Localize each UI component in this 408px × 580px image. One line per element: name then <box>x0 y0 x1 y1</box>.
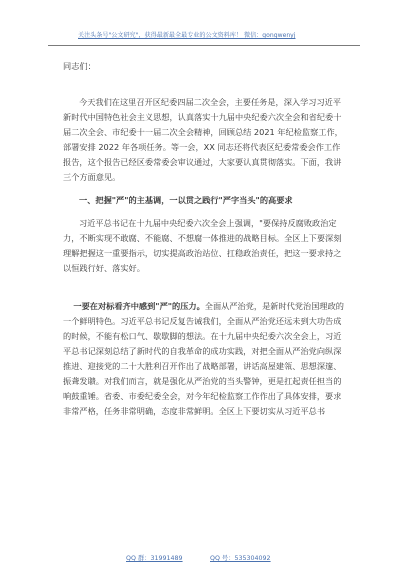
qq-group-link[interactable]: QQ 群：31991489 <box>126 555 183 562</box>
page-footer <box>48 555 360 565</box>
paragraph-pressure <box>63 284 346 434</box>
page-header <box>48 22 360 46</box>
paragraph-directive: 习近平总书记在十九届中央纪委六次全会上强调，"要保持反腐败政治定力，不断实现不敢腐、不能腐、不想腐一体推进的战略目标。全区上下要深刻理解把握这一重要指示，切实提高政治站位、扛稳政治责任，把这一要求持之以恒践行好、落实好。 <box>63 218 342 273</box>
document-body <box>63 59 346 434</box>
salutation: 同志们： <box>63 61 96 71</box>
section-heading: 一、把握"严"的主基调，一以贯之践行"严字当头"的高要求 <box>79 195 293 205</box>
header-link-text[interactable]: 关注头条号"公文研究"，获得最新最全最专业的公文资料库！ 微信：gongwenyj <box>78 32 296 39</box>
qq-number-link[interactable]: QQ 号：535304092 <box>210 555 271 562</box>
paragraph-body-text: 全面从严治党，是新时代党治国理政的一个鲜明特色。习近平总书记反复告诫我们，全面从严治党还远未到大功告成的时候，不能有松口气、歇歇脚的想法。在十九届中央纪委六次全会上，习近平总书记深刻总结了新时代的自我革命的成功实践，对把全面从严治党向纵深推进、迎接党的二十大胜利召开作出了战略部署，讲话高屋建瓴、思想深邃、振聋发聩。对我们而言，就是强化从严治党的当头警钟，更是扛起责任担当的响鼓重锤。省委、市委纪委全会，对今年纪检监察工作作出了具体安排，要求非常严格，任务非常明确，态度非常鲜明。全区上下要切实从习近平总书 <box>63 301 344 416</box>
paragraph-opening: 今天我们在这里召开区纪委四届二次全会，主要任务是，深入学习习近平新时代中国特色社会主义思想，认真落实十九届中央纪委六次全会和省纪委十届二次全会、市纪委十一届二次全会精神，回顾总结 2021 年纪检监察工作，部署安排 2022 年各项任务。等一会，XX 同志还将代表区纪委常委会作工作报告，这个报告已经区委常委会审议通过，大家要认真贯彻落实。下面，我讲三个方面意见。 <box>63 97 343 182</box>
paragraph-lead-phrase: 一要在对标看齐中感到"严"的压力。 <box>73 301 205 311</box>
